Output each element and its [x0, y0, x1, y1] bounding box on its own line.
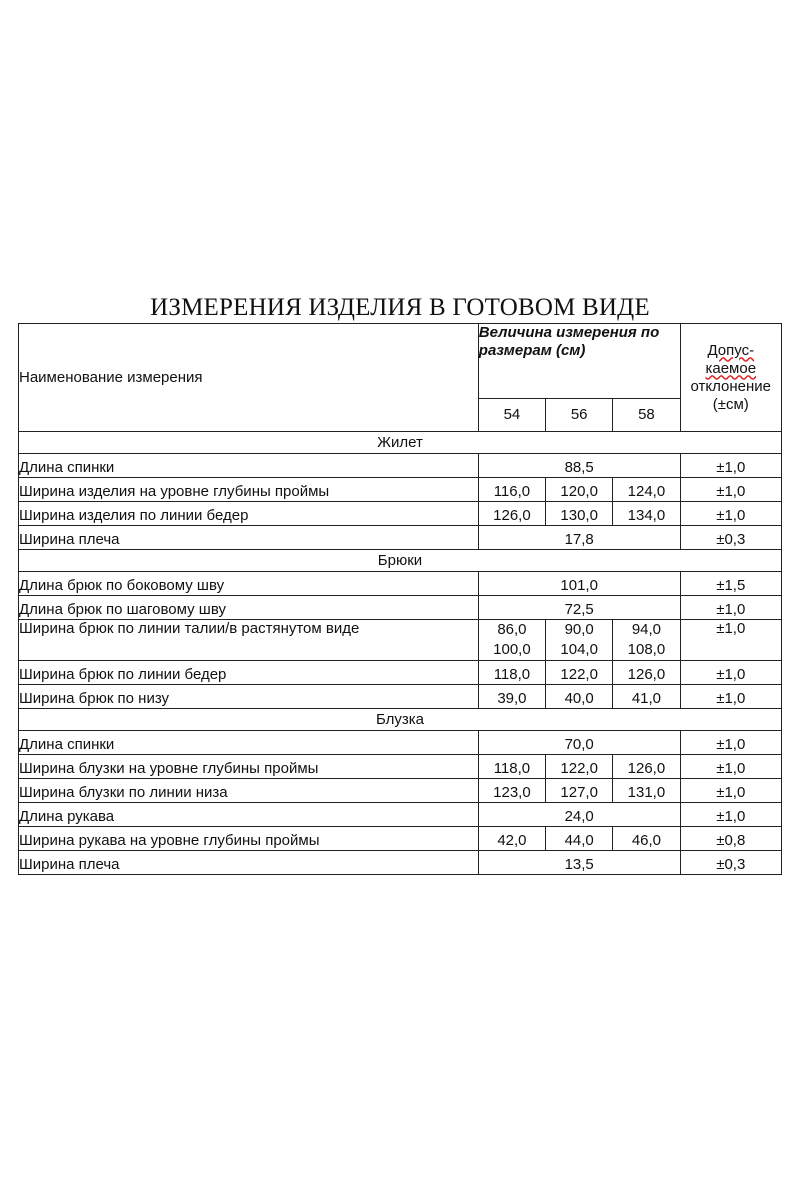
section-row — [19, 709, 782, 731]
measurement-name: Ширина рукава на уровне глубины проймы — [19, 827, 479, 851]
measurement-value-primary: 90,0 — [564, 621, 594, 638]
table-row — [19, 685, 782, 709]
measurement-value: 44,0 — [546, 827, 613, 851]
section-title: Блузка — [19, 709, 782, 731]
measurement-name: Ширина брюк по линии талии/в растянутом виде — [19, 620, 479, 661]
measurement-value: 13,5 — [478, 851, 680, 875]
table-row — [19, 596, 782, 620]
table-row — [19, 755, 782, 779]
measurement-value: 41,0 — [613, 685, 680, 709]
table-row — [19, 502, 782, 526]
measurement-name: Длина рукава — [19, 803, 479, 827]
table-row — [19, 661, 782, 685]
measurement-name: Длина брюк по боковому шву — [19, 572, 479, 596]
measurement-value: 131,0 — [613, 779, 680, 803]
measurement-name: Ширина блузки по линии низа — [19, 779, 479, 803]
measurement-name: Ширина блузки на уровне глубины проймы — [19, 755, 479, 779]
measurement-value: 126,0 — [613, 755, 680, 779]
measurement-value: 39,0 — [478, 685, 545, 709]
header-measurement-value: Величина измерения по размерам (см) — [478, 324, 680, 399]
measurement-value-stretched: 108,0 — [627, 641, 666, 658]
header-tolerance-line-1: Допус- — [707, 341, 755, 359]
measurement-value: 126,0 — [613, 661, 680, 685]
measurement-value: 124,0 — [613, 478, 680, 502]
table-row — [19, 478, 782, 502]
measurement-name: Ширина плеча — [19, 526, 479, 550]
table-row — [19, 572, 782, 596]
tolerance-value: ±1,5 — [680, 572, 781, 596]
header-tolerance — [680, 324, 781, 432]
measurement-name: Ширина брюк по линии бедер — [19, 661, 479, 685]
tolerance-value: ±1,0 — [680, 685, 781, 709]
header-measurement-name: Наименование измерения — [19, 324, 479, 432]
measurement-value: 88,5 — [478, 454, 680, 478]
measurement-value-stretched: 100,0 — [493, 641, 531, 658]
measurement-name: Ширина брюк по низу — [19, 685, 479, 709]
tolerance-value: ±1,0 — [680, 755, 781, 779]
measurement-value: 127,0 — [546, 779, 613, 803]
section-title: Жилет — [19, 432, 782, 454]
page-title: ИЗМЕРЕНИЯ ИЗДЕЛИЯ В ГОТОВОМ ВИДЕ — [150, 294, 650, 321]
measurement-value: 134,0 — [613, 502, 680, 526]
header-row — [19, 324, 782, 399]
tolerance-value: ±1,0 — [680, 478, 781, 502]
tolerance-value: ±1,0 — [680, 661, 781, 685]
measurement-value: 17,8 — [478, 526, 680, 550]
measurement-name: Ширина плеча — [19, 851, 479, 875]
measurement-value: 122,0 — [546, 755, 613, 779]
tolerance-value: ±1,0 — [680, 620, 781, 661]
tolerance-value: ±1,0 — [680, 731, 781, 755]
tolerance-value: ±1,0 — [680, 454, 781, 478]
measurement-value: 46,0 — [613, 827, 680, 851]
measurement-value — [546, 620, 613, 661]
table-row — [19, 827, 782, 851]
tolerance-value: ±1,0 — [680, 596, 781, 620]
measurement-value: 122,0 — [546, 661, 613, 685]
measurement-value: 40,0 — [546, 685, 613, 709]
measurement-name: Длина брюк по шаговому шву — [19, 596, 479, 620]
measurement-name: Длина спинки — [19, 454, 479, 478]
table-row — [19, 779, 782, 803]
section-row — [19, 432, 782, 454]
size-58: 58 — [613, 399, 680, 432]
measurement-value: 118,0 — [478, 661, 545, 685]
table-row — [19, 526, 782, 550]
measurement-value-stretched: 104,0 — [560, 641, 598, 658]
table-row — [19, 803, 782, 827]
measurement-value: 101,0 — [478, 572, 680, 596]
measurement-value: 72,5 — [478, 596, 680, 620]
measurement-value: 126,0 — [478, 502, 545, 526]
tolerance-value: ±1,0 — [680, 502, 781, 526]
tolerance-value: ±0,8 — [680, 827, 781, 851]
measurement-value — [613, 620, 680, 661]
section-title: Брюки — [19, 550, 782, 572]
table-row — [19, 620, 782, 661]
measurement-value — [478, 620, 545, 661]
measurement-value: 116,0 — [478, 478, 545, 502]
table-row — [19, 454, 782, 478]
measurement-name: Длина спинки — [19, 731, 479, 755]
header-tolerance-line-3: отклонение — [690, 377, 772, 395]
measurement-value-primary: 94,0 — [631, 621, 662, 638]
table-row — [19, 731, 782, 755]
tolerance-value: ±0,3 — [680, 526, 781, 550]
section-row — [19, 550, 782, 572]
measurement-value: 70,0 — [478, 731, 680, 755]
measurements-table — [18, 323, 782, 875]
measurement-value: 130,0 — [546, 502, 613, 526]
measurement-value: 120,0 — [546, 478, 613, 502]
tolerance-value: ±0,3 — [680, 851, 781, 875]
measurement-value-primary: 86,0 — [497, 621, 527, 638]
tolerance-value: ±1,0 — [680, 803, 781, 827]
measurement-value: 118,0 — [478, 755, 545, 779]
table-row — [19, 851, 782, 875]
header-tolerance-line-2: каемое — [705, 359, 757, 377]
tolerance-value: ±1,0 — [680, 779, 781, 803]
measurement-value: 123,0 — [478, 779, 545, 803]
size-54: 54 — [478, 399, 545, 432]
measurement-value: 24,0 — [478, 803, 680, 827]
measurement-name: Ширина изделия на уровне глубины проймы — [19, 478, 479, 502]
measurement-value: 42,0 — [478, 827, 545, 851]
size-56: 56 — [546, 399, 613, 432]
header-tolerance-line-4: (±см) — [712, 395, 749, 413]
measurement-name: Ширина изделия по линии бедер — [19, 502, 479, 526]
